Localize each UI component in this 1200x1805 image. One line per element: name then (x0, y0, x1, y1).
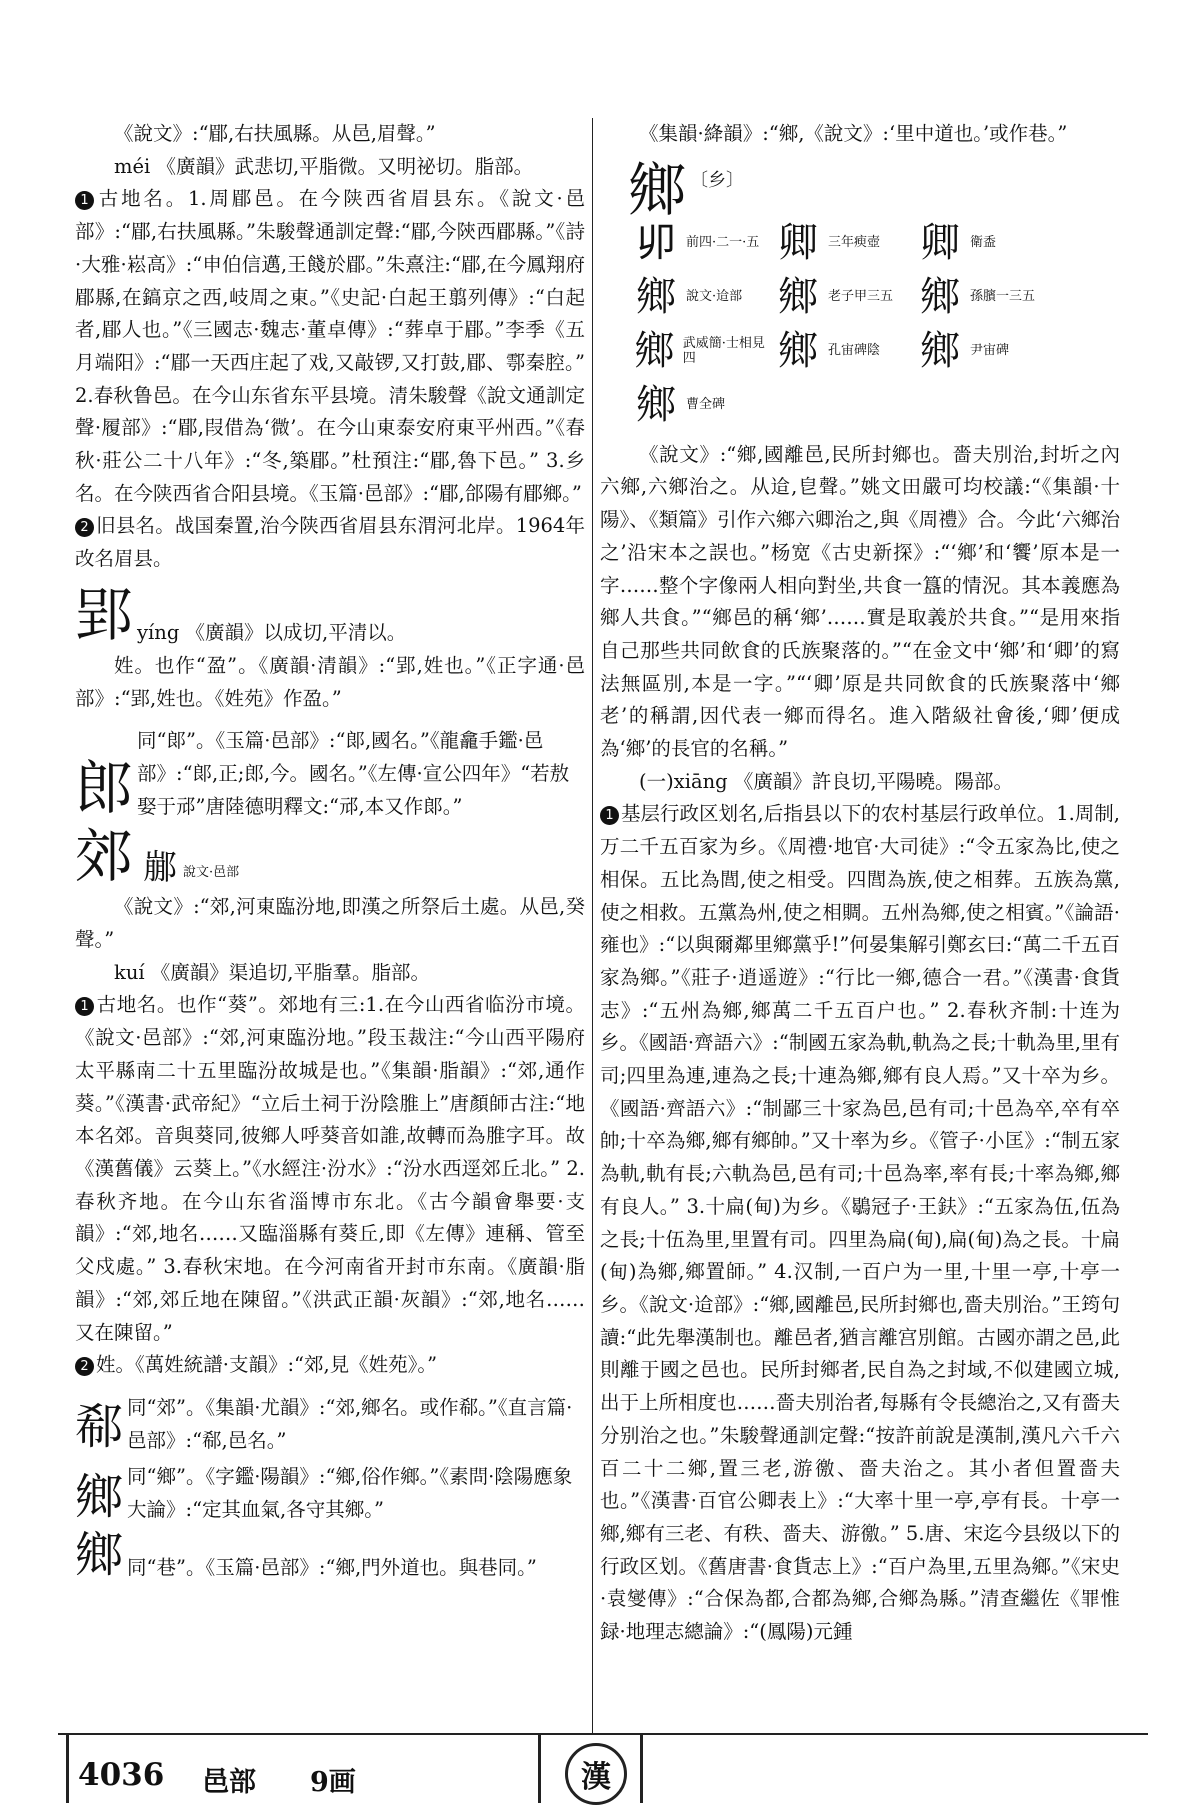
sense-paragraph (75, 183, 585, 510)
headword-block (75, 1461, 585, 1525)
headword-block (75, 1526, 585, 1583)
pronunciation-line: yíng 《廣韻》以成切,平清以。 (137, 621, 407, 645)
sense-paragraph (75, 989, 585, 1349)
glyph-source: 說文·䢔部 (686, 289, 743, 305)
historical-form (630, 219, 772, 266)
right-column (600, 118, 1120, 1649)
headword-block (628, 155, 1120, 224)
sense-number: 2 (75, 518, 94, 537)
glyph-source: 前四·二一·五 (686, 235, 760, 251)
sense-paragraph: 姓。也作“盈”。《廣韻·清韻》:“郢,姓也。”《正字通·邑部》:“郢,姓也。《姓苑》作盈。” (75, 653, 585, 710)
variant-note: 同“巷”。《玉篇·邑部》:“鄉,門外道也。與巷同。” (127, 1556, 537, 1580)
historical-form (772, 219, 914, 266)
historical-form (630, 381, 772, 428)
stroke-count: 9画 (310, 1767, 356, 1798)
glyph-source: 尹宙碑 (970, 343, 1010, 359)
entry-quote: 《集韻·絳韻》:“鄉,《說文》:‘里中道也。’或作巷。” (639, 122, 1068, 145)
glyph-source: 孔宙碑陰 (828, 343, 881, 359)
seal-script-glyph: 䣙 (143, 848, 178, 889)
historical-form (914, 273, 1056, 320)
headword: 郗 (75, 1399, 124, 1456)
entry-quote: 《說文》:“郿,右扶風縣。从邑,眉聲。” (114, 122, 436, 145)
historical-form (630, 273, 772, 320)
sense-text: 姓。《萬姓統譜·支韻》:“郊,見《姓苑》。” (96, 1353, 438, 1377)
ancient-glyph: 鄉 (920, 273, 960, 320)
left-column (75, 118, 585, 1585)
entry-quote: 《說文》:“郊,河東臨汾地,即漢之所祭后土處。从邑,癸聲。” (75, 895, 585, 952)
historical-form (914, 327, 1056, 374)
historical-form (630, 327, 772, 374)
headword: 鄉 (75, 1468, 124, 1525)
ancient-glyph: 鄉 (636, 273, 676, 320)
publisher-seal-icon: 漢 (565, 1743, 627, 1805)
page-number: 4036 (78, 1757, 165, 1793)
headword: 鄉 (628, 155, 687, 224)
historical-form (772, 327, 914, 374)
sense-number: 1 (75, 191, 94, 210)
headword-block (75, 580, 585, 649)
sense-paragraph (600, 798, 1120, 1648)
historical-forms-grid (630, 219, 1120, 428)
footer-bar (538, 1733, 541, 1803)
sense-text: 旧县名。战国秦置,治今陕西省眉县东渭河北岸。1964年改名眉县。 (75, 514, 585, 571)
sense-number: 2 (75, 1357, 94, 1376)
variant-note: 同“郞”。《玉篇·邑部》:“郞,國名。”《龍龕手鑑·邑部》:“郞,正;郎,今。國名。”《左傳·宣公四年》“若敖娶于邧”唐陸德明釋文:“邧,本又作郞。” (137, 729, 570, 818)
sense-paragraph (75, 1349, 585, 1382)
pronunciation-line: (一)xiāng 《廣韻》許良切,平陽曉。陽部。 (639, 769, 1014, 793)
headword: 郊 (75, 822, 134, 891)
ancient-glyph: 𠨍 (636, 219, 676, 266)
ancient-glyph: 鄉 (778, 327, 818, 374)
variant-note: 同“郊”。《集韻·尤韻》:“郊,鄉名。或作郗。”《直言篇·邑部》:“郗,邑名。” (127, 1395, 573, 1452)
variant-note: 同“鄉”。《字鑑·陽韻》:“鄉,俗作鄉。”《素問·陰陽應象大論》:“定其血氣,各守其鄉。” (127, 1465, 573, 1522)
footer-rule (58, 1733, 1148, 1735)
sense-number: 1 (75, 997, 94, 1016)
sense-text: 古地名。也作“葵”。郊地有三:1.在今山西省临汾市境。《說文·邑部》:“郊,河東臨汾地。”段玉裁注:“今山西平陽府太平縣南二十五里臨汾故城是也。”《集韻·脂韻》:“郊,通作葵。”《漢書·武帝紀》“立后土祠于汾陰脽上”唐顏師古注:“地本名郊。音與葵同,彼鄉人呼葵音如誰,故轉而為脽字耳。故《漢舊儀》云葵上。”《水經注·汾水》:“汾水西逕郊丘北。” 2.春秋齐地。在今山东省淄博市东北。《古今韻會舉要·支韻》:“郊,地名……又臨淄縣有葵丘,即《左傳》連稱、管至父戍處。” 3.春秋宋地。在今河南省开封市东南。《廣韻·脂韻》:“郊,郊丘地在陳留。”《洪武正韻·灰韻》:“郊,地名……又在陳留。” (75, 993, 585, 1344)
entry-quote: 《說文》:“鄉,國離邑,民所封鄉也。嗇夫別治,封圻之內六鄉,六鄉治之。从䢔,皀聲。”姚文田嚴可均校議:“《集韻·十陽》、《類篇》引作六鄉六卿治之,與《周禮》合。今此‘六鄉治之’沿宋本之誤也。”杨宽《古史新探》:“‘鄉’和‘饗’原本是一字……整个字像兩人相向對坐,共食一簋的情況。其本義應為鄉人共食。”“鄉邑的稱‘鄉’……實是取義於共食。”“是用來指自己那些共同飲食的氏族聚落的。”“在金文中‘鄉’和‘卿’的寫法無區別,本是一字。”“‘卿’原是共同飲食的氏族聚落中‘鄉老’的稱謂,因代表一鄉而得名。進入階級社會後,‘卿’便成為‘鄉’的長官的名稱。” (600, 442, 1120, 761)
pronunciation-line: méi 《廣韻》武悲切,平脂微。又明祕切。脂部。 (114, 154, 534, 178)
sense-text: 古地名。1.周郿邑。在今陕西省眉县东。《說文·邑部》:“郿,右扶風縣。”朱駿聲通訓定聲:“郿,今陝西郿縣。”《詩·大雅·崧高》:“申伯信邁,王餞於郿。”朱熹注:“郿,在今鳳翔府郿縣,在鎬京之西,岐周之東。”《史記·白起王翦列傳》:“白起者,郿人也。”《三國志·魏志·董卓傳》:“葬卓于郿。”李季《五月端阳》:“郿一天西庄起了戏,又敲锣,又打鼓,郿、鄠秦腔。” 2.春秋鲁邑。在今山东省东平县境。清朱駿聲《說文通訓定聲·履部》:“郿,叚借為‘微’。在今山東泰安府東平州西。”《春秋·莊公二十八年》:“冬,築郿。”杜預注:“郿,魯下邑。” 3.乡名。在今陕西省合阳县境。《玉篇·邑部》:“郿,郃陽有郿鄉。” (75, 187, 585, 505)
headword-block (75, 725, 585, 823)
headword-block (75, 822, 585, 891)
historical-form (772, 273, 914, 320)
glyph-source: 老子甲三五 (828, 289, 894, 305)
glyph-source: 三年瘐壺 (828, 235, 881, 251)
headword: 郎 (75, 754, 134, 823)
sense-text: 基层行政区划名,后指县以下的农村基层行政单位。1.周制,万二千五百家为乡。《周禮·地官·大司徒》:“令五家為比,使之相保。五比為閭,使之相受。四閭為族,使之相葬。五族為黨,使之相救。五黨為州,使之相賙。五州為鄉,使之相賓。”《論語·雍也》:“以與爾鄰里鄉黨乎!”何晏集解引鄭玄曰:“萬二千五百家為鄉。”《莊子·逍遥遊》:“行比一鄉,德合一君。”《漢書·食貨志》:“五州為鄉,鄉萬二千五百户也。” 2.春秋齐制:十连为乡。《國語·齊語六》:“制國五家為軌,軌為之長;十軌為里,里有司;四里為連,連為之長;十連為鄉,鄉有良人焉。”又十卒为乡。《國語·齊語六》:“制鄙三十家為邑,邑有司;十邑為卒,卒有卒帥;十卒為鄉,鄉有鄉帥。”又十率为乡。《管子·小匡》:“制五家為軌,軌有長;六軌為邑,邑有司;十邑為率,率有長;十率為鄉,鄉有良人。” 3.十扁(甸)为乡。《鶡冠子·王鈇》:“五家為伍,伍為之長;十伍為里,里置有司。四里為扁(甸),扁(甸)為之長。十扁(甸)為鄉,鄉置師。” 4.汉制,一百户为一里,十里一亭,十亭一乡。《說文·䢔部》:“鄉,國離邑,民所封鄉也,嗇夫別治。”王筠句讀:“此先舉漢制也。離邑者,猶言離宫別館。古國亦謂之邑,此則離于國之邑也。民所封鄉者,民自為之封域,不似建國立城,出于上所相度也……嗇夫別治者,每縣有令長總治之,又有嗇夫分别治之也。”朱駿聲通訓定聲:“按許前說是漢制,漢凡六千六百二十二鄉,置三老,游徼、嗇夫治之。其小者但置嗇夫也。”《漢書·百官公卿表上》:“大率十里一亭,亭有長。十亭一鄉,鄉有三老、有秩、嗇夫、游徼。” 5.唐、宋迄今县级以下的行政区划。《舊唐書·食貨志上》:“百户為里,五里為鄉。”《宋史·袁燮傳》:“合保為都,合都為鄉,合鄉為縣。”清查繼佐《罪惟録·地理志總論》:“(鳳陽)元鍾 (600, 802, 1121, 1644)
sense-number: 1 (600, 806, 619, 825)
headword: 郢 (75, 580, 134, 649)
ancient-glyph: 鄉 (778, 273, 818, 320)
glyph-source: 曹全碑 (686, 397, 726, 413)
ancient-glyph: 鄉 (920, 327, 960, 374)
glyph-source: 衛盉 (970, 235, 997, 251)
ancient-glyph: 卿 (920, 219, 960, 266)
glyph-source: 孫臏一三五 (970, 289, 1036, 305)
ancient-glyph: 鄉 (634, 327, 675, 374)
pronunciation-line: kuí 《廣韻》渠追切,平脂羣。脂部。 (114, 960, 431, 984)
historical-form (914, 219, 1056, 266)
headword-block (75, 1392, 585, 1456)
ancient-glyph: 卿 (778, 219, 818, 266)
column-divider (592, 118, 593, 1733)
section-name: 邑部 (202, 1767, 256, 1798)
glyph-source: 武威簡·士相見四 (682, 335, 765, 366)
ancient-glyph: 鄉 (636, 381, 676, 428)
simplified-form: 〔乡〕 (690, 169, 745, 191)
footer-bar (66, 1733, 69, 1803)
footer-bar (640, 1733, 643, 1803)
headword: 鄉 (75, 1526, 124, 1583)
sense-paragraph (75, 510, 585, 575)
glyph-source: 說文·邑部 (183, 865, 240, 881)
